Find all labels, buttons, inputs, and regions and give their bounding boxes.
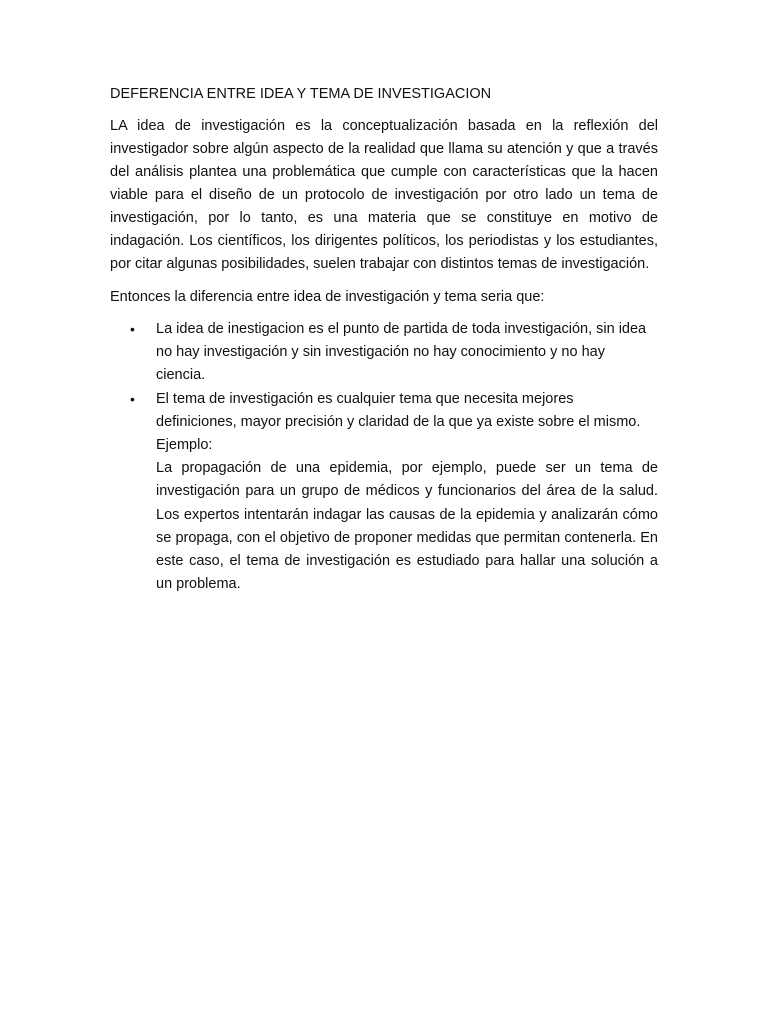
difference-intro-paragraph: Entonces la diferencia entre idea de investigación y tema seria que: [110, 289, 545, 305]
bullet-marker: • [130, 390, 135, 407]
document-title: DEFERENCIA ENTRE IDEA Y TEMA DE INVESTIGACION [110, 86, 492, 102]
list-item [110, 318, 658, 388]
intro-paragraph: LA idea de investigación es la conceptualización basada en la reflexión del investigador sobre algún aspecto de la realidad que llama su atención y que a través del análisis plantea una problemática que cumple con características que la hacen viable para el diseño de un protocolo de investigación por otro lado un tema de investigación, por lo tanto, es una materia que se constituye en motivo de indagación. Los científicos, los dirigentes políticos, los periodistas y los estudiantes, por citar algunas posibilidades, suelen trabajar con distintos temas de investigación. [110, 118, 658, 272]
example-text: La propagación de una epidemia, por ejemplo, puede ser un tema de investigación para un grupo de médicos y funcionarios del área de la salud. Los expertos intentarán indagar las causas de la epidemia y analizarán cómo se propaga, con el objetivo de proponer medidas que permitan contenerla. En este caso, el tema de investigación es estudiado para hallar una solución a un problema. [156, 460, 658, 593]
bullet-text-tema: El tema de investigación es cualquier tema que necesita mejores definiciones, mayor precisión y claridad de la que ya existe sobre el mismo. [156, 390, 641, 430]
bullet-marker: • [130, 321, 135, 337]
bullet-text-idea: La idea de inestigacion es el punto de partida de toda investigación, sin idea no hay investigación y sin investigación no hay conocimiento y no hay ciencia. [156, 321, 647, 384]
document-page [110, 83, 658, 596]
example-label: Ejemplo: [156, 437, 213, 454]
list-item [110, 388, 658, 597]
difference-list [110, 318, 658, 596]
